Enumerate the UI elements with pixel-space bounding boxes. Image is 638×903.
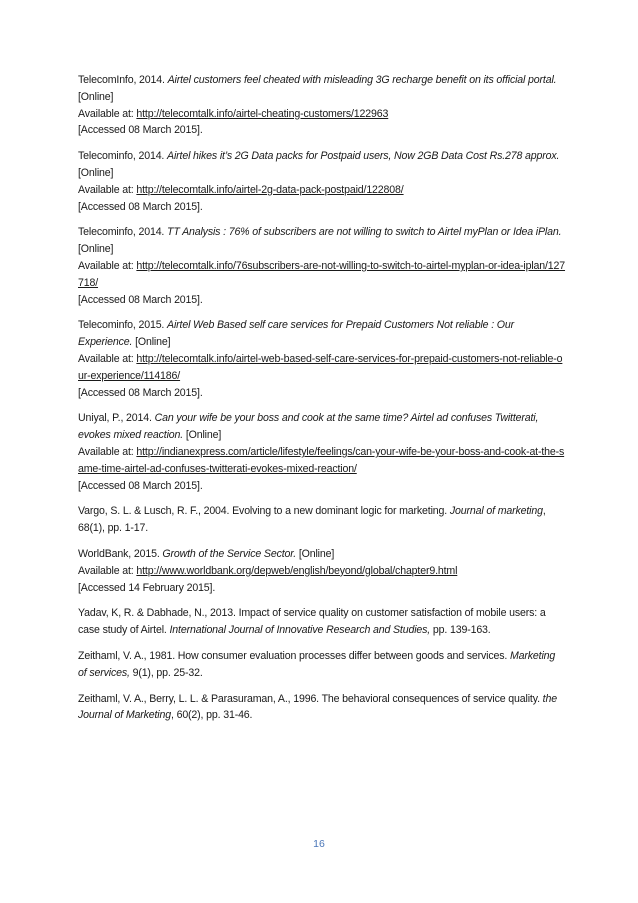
reference-medium: [Online] (132, 336, 171, 349)
reference-link[interactable]: http://telecomtalk.info/airtel-cheating-customers/122963 (136, 107, 389, 120)
reference-availability (78, 106, 566, 123)
available-label: Available at: (78, 445, 137, 458)
reference-availability (78, 258, 566, 292)
reference-entry (78, 648, 566, 682)
reference-entry (78, 410, 566, 494)
reference-medium: [Online] (78, 90, 114, 103)
reference-accessed: [Accessed 08 March 2015]. (78, 200, 203, 213)
reference-accessed: [Accessed 08 March 2015]. (78, 479, 203, 492)
reference-medium: [Online] (296, 547, 335, 560)
reference-title: Can your wife be your boss and cook at the same time? Airtel ad confuses Twitterati, evokes mixed reaction. (78, 412, 539, 442)
reference-author: Telecominfo, 2015. (78, 319, 168, 332)
reference-author: TelecomInfo, 2014. (78, 74, 168, 86)
available-label: Available at: (78, 259, 137, 272)
reference-entry (78, 224, 566, 308)
reference-tail: , 68(1), pp. 1-17. (78, 505, 546, 535)
reference-link[interactable]: http://indianexpress.com/article/lifestyle/feelings/can-your-wife-be-your-boss-and-cook-at-the-same-time-airtel-ad-confuses-twitterati-evokes-mixed-reaction/ (78, 445, 565, 475)
reference-title: Airtel hikes it’s 2G Data packs for Postpaid users, Now 2GB Data Cost Rs.278 approx. (167, 150, 560, 163)
reference-availability (78, 182, 566, 199)
reference-author: Vargo, S. L. & Lusch, R. F., 2004. Evolving to a new dominant logic for marketing. (78, 505, 450, 518)
reference-title: Marketing of services, (78, 649, 556, 679)
reference-author: Uniyal, P., 2014. (78, 412, 155, 425)
reference-link[interactable]: http://www.worldbank.org/depweb/english/beyond/global/chapter9.html (136, 564, 458, 577)
reference-medium: [Online] (183, 429, 222, 442)
available-label: Available at: (78, 107, 137, 120)
reference-title: Growth of the Service Sector. (162, 547, 297, 560)
reference-availability (78, 444, 566, 478)
reference-title: Journal of marketing (449, 505, 543, 518)
available-label: Available at: (78, 183, 137, 196)
reference-author: Zeithaml, V. A., 1981. How consumer evaluation processes differ between goods and services. (78, 649, 510, 662)
reference-title: Airtel Web Based self care services for Prepaid Customers Not reliable : Our Experience. (78, 319, 514, 349)
reference-author: WorldBank, 2015. (78, 547, 163, 560)
reference-entry (78, 148, 566, 215)
available-label: Available at: (78, 564, 137, 577)
reference-entry (78, 691, 566, 725)
reference-medium: [Online] (78, 166, 114, 179)
reference-author: Yadav, K, R. & Dabhade, N., 2013. Impact of service quality on customer satisfaction of mobile users: a case study of Airtel. (78, 607, 546, 637)
reference-tail: 9(1), pp. 25-32. (129, 666, 203, 679)
reference-medium: [Online] (78, 243, 114, 256)
reference-accessed: [Accessed 08 March 2015]. (78, 386, 203, 399)
reference-author: Telecominfo, 2014. (78, 150, 168, 163)
available-label: Available at: (78, 352, 137, 365)
reference-author: Zeithaml, V. A., Berry, L. L. & Parasuraman, A., 1996. The behavioral consequences of service quality. (78, 692, 543, 705)
reference-accessed: [Accessed 14 February 2015]. (78, 581, 216, 594)
page-number: 16 (313, 838, 325, 850)
reference-entry (78, 72, 566, 139)
reference-link[interactable]: http://telecomtalk.info/airtel-web-based-self-care-services-for-prepaid-customers-not-reliable-our-experience/114186/ (78, 352, 563, 382)
reference-title: International Journal of Innovative Research and Studies, (169, 624, 431, 637)
reference-title: Airtel customers feel cheated with misleading 3G recharge benefit on its official portal. (167, 74, 557, 86)
reference-accessed: [Accessed 08 March 2015]. (78, 124, 203, 137)
reference-tail: , 60(2), pp. 31-46. (170, 709, 253, 722)
reference-link[interactable]: http://telecomtalk.info/airtel-2g-data-pack-postpaid/122808/ (136, 183, 404, 196)
reference-title: the Journal of Marketing (78, 692, 557, 722)
reference-entry (78, 317, 566, 401)
reference-entry (78, 546, 566, 596)
reference-list (78, 72, 566, 733)
reference-author: Telecominfo, 2014. (78, 226, 168, 239)
reference-accessed: [Accessed 08 March 2015]. (78, 293, 203, 306)
reference-availability (78, 563, 566, 580)
reference-link[interactable]: http://telecomtalk.info/76subscribers-are-not-willing-to-switch-to-airtel-myplan-or-idea-iplan/127718/ (78, 259, 566, 289)
reference-entry (78, 605, 566, 639)
reference-availability (78, 351, 566, 385)
reference-entry (78, 503, 566, 537)
reference-tail: pp. 139-163. (430, 624, 491, 637)
reference-title: TT Analysis : 76% of subscribers are not willing to switch to Airtel myPlan or Idea iPlan. (167, 226, 562, 239)
